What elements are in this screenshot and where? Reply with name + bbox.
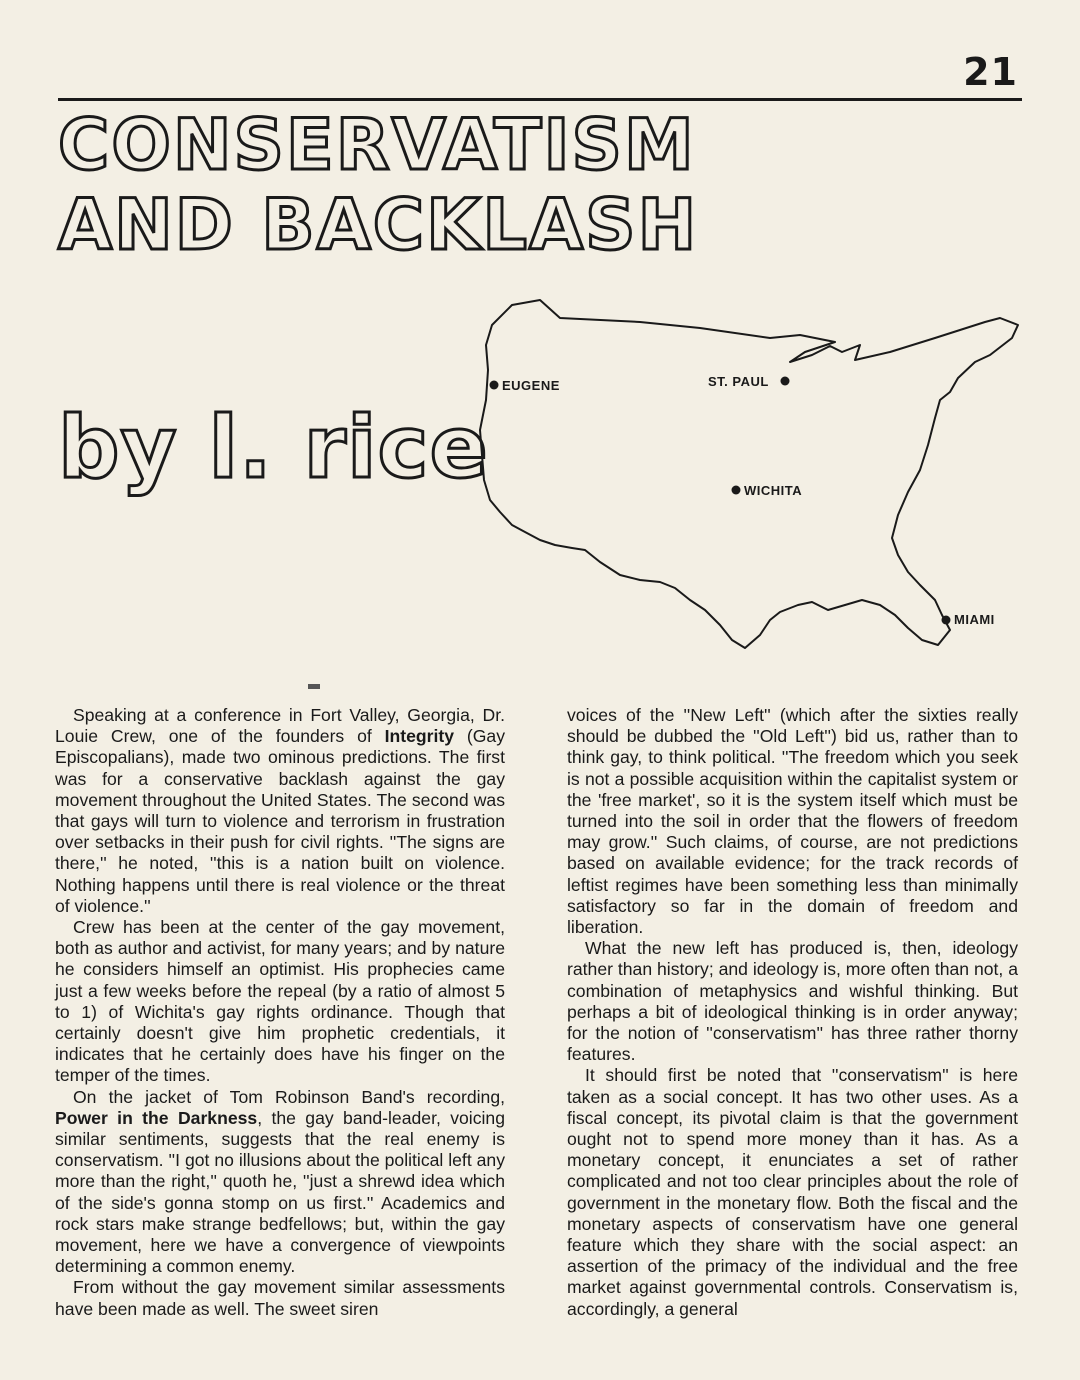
city-eugene <box>490 378 560 393</box>
city-miami <box>942 612 995 627</box>
paragraph-text: On the jacket of Tom Robinson Band's recording, <box>73 1086 505 1107</box>
paragraph: Crew has been at the center of the gay movement, both as author and activist, for many years; and by nature he considers himself an optimist. His prophecies came just a few weeks before the repeal (by a ratio of almost 5 to 1) of Wichita's gay rights ordinance. Though that certainly doesn't give him prophetic credentials, it indicates that he certainly does have his finger on the temper of the times. <box>55 917 505 1086</box>
city-wichita <box>732 483 803 498</box>
paragraph: What the new left has produced is, then, ideology rather than history; and ideology is, more often than not, a combination of metaphysics and wishful thinking. But perhaps a bit of ideological thinking is in order anyway; for the notion of ''conservatism'' has three rather thorny features. <box>567 938 1018 1065</box>
city-eugene-dot <box>490 381 499 390</box>
album-title-bold-text: Power in the Darkness <box>55 1107 258 1128</box>
paragraph: voices of the ''New Left'' (which after the sixties really should be dubbed the ''Old Left'') bid us, rather than to think gay, to think political. ''The freedom which you seek is not a possible acquisition within the capitalist system or the 'free market', so it is the system itself which must be turned into the soil in order that the flowers of freedom may grow.'' Such claims, of course, are not predictions based on available evidence; for the track records of leftist regimes have been something less than minimally satisfactory so far in the domain of freedom and liberation. <box>567 705 1018 938</box>
paragraph-text: , the gay band-leader, voicing similar sentiments, suggests that the real enemy is conservatism. ''I got no illusions about the political left any more than the right,'' quoth he, ''just a shrewd idea which of the side's gonna stomp on us first.'' Academics and rock stars make strange bedfellows; but, within the gay movement, here we have a convergence of viewpoints determining a common enemy. <box>55 1107 505 1277</box>
city-st-paul-dot <box>781 377 790 386</box>
paragraph-text: (Gay Episcopalians), made two ominous predictions. The first was for a conservative backlash against the gay movement throughout the United States. The second was that gays will turn to violence and terrorism in frustration over setbacks in their push for civil rights. ''The signs are there,'' he noted, ''this is a nation built on violence. Nothing happens until there is real violence or the threat of violence.'' <box>55 726 505 916</box>
city-wichita-dot <box>732 486 741 495</box>
integrity-bold-text: Integrity <box>384 726 455 747</box>
page-number: 21 <box>963 50 1018 94</box>
article-column-left <box>55 705 505 1320</box>
article-title-line-2: AND BACKLASH <box>58 184 699 266</box>
section-mark <box>308 684 320 689</box>
paragraph-text: Speaking at a conference in Fort Valley, Georgia, Dr. Louie Crew, one of the founders of <box>55 705 505 747</box>
city-miami-dot <box>942 616 951 625</box>
paragraph: It should first be noted that ''conservatism'' is here taken as a social concept. It has two other uses. As a fiscal concept, its pivotal claim is that the government ought not to spend more money than it has. As a monetary concept, it enunciates a set of rather complicated and not too clear principles about the role of government in the monetary flow. Both the fiscal and the monetary aspects of conservatism have one general feature which they share with the social aspect: an assertion of the primacy of the individual and the free market against governmental controls. Conservatism is, accordingly, a general <box>567 1065 1018 1319</box>
city-wichita-label: WICHITA <box>744 483 803 498</box>
city-st-paul-label: ST. PAUL <box>708 374 769 389</box>
city-miami-label: MIAMI <box>954 612 995 627</box>
article-byline: by l. rice <box>58 398 489 498</box>
paragraph <box>55 705 505 917</box>
article-column-right <box>567 705 1018 1320</box>
city-eugene-label: EUGENE <box>502 378 560 393</box>
us-map-outline <box>480 300 1018 648</box>
paragraph: From without the gay movement similar assessments have been made as well. The sweet siren <box>55 1277 505 1319</box>
article-title-line-1: CONSERVATISM <box>58 104 696 186</box>
paragraph <box>55 1087 505 1278</box>
city-st-paul <box>708 374 790 389</box>
